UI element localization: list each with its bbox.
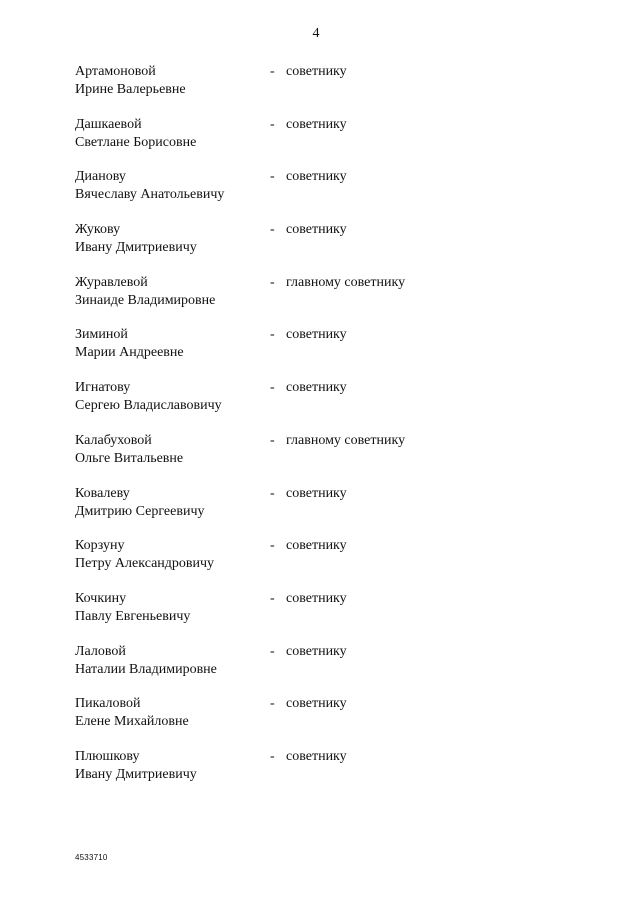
person-name (75, 63, 186, 99)
person-name (75, 485, 205, 521)
list-item (75, 590, 615, 643)
surname: Игнатову (75, 380, 131, 396)
list-item (75, 168, 615, 221)
entries-list (75, 63, 615, 801)
dash-separator: - (270, 169, 275, 185)
surname: Жукову (75, 222, 121, 238)
position-title: советнику (286, 222, 347, 238)
dash-separator: - (270, 432, 275, 448)
person-name (75, 643, 217, 679)
surname: Дианову (75, 169, 126, 185)
position-title: советнику (286, 538, 347, 554)
person-name (75, 695, 189, 731)
position-title: главному советнику (286, 432, 406, 448)
person-name (75, 221, 197, 257)
position-title: советнику (286, 380, 347, 396)
position-title: советнику (286, 590, 347, 606)
position-title: советнику (286, 485, 347, 501)
given-name: Зинаиде Владимировне (75, 292, 216, 308)
list-item (75, 537, 615, 590)
surname: Лаловой (75, 643, 126, 659)
person-name (75, 537, 214, 573)
list-item (75, 379, 615, 432)
position-title: советнику (286, 64, 347, 79)
dash-separator: - (270, 643, 275, 659)
person-name (75, 379, 222, 415)
list-item (75, 63, 615, 116)
dash-separator: - (270, 222, 275, 238)
position-title: советнику (286, 116, 347, 132)
dash-separator: - (270, 538, 275, 554)
given-name: Петру Александровичу (75, 556, 215, 572)
dash-separator: - (270, 590, 275, 606)
list-item (75, 485, 615, 538)
given-name: Ирине Валерьевне (75, 82, 186, 97)
given-name: Марии Андреевне (75, 345, 184, 361)
position-title: главному советнику (286, 274, 406, 290)
person-name (75, 432, 183, 468)
person-name (75, 168, 224, 204)
list-item (75, 748, 615, 801)
given-name: Ольге Витальевне (75, 450, 184, 466)
given-name: Вячеславу Анатольевичу (75, 187, 225, 203)
list-item (75, 695, 615, 748)
list-item (75, 432, 615, 485)
given-name: Светлане Борисовне (75, 134, 197, 150)
position-title: советнику (286, 643, 347, 659)
surname: Кочкину (75, 590, 127, 606)
surname: Дашкаевой (75, 116, 142, 132)
person-name (75, 274, 215, 310)
position-title: советнику (286, 169, 347, 185)
surname: Плюшкову (75, 748, 140, 764)
surname: Журавлевой (75, 274, 148, 290)
position-title: советнику (286, 327, 347, 343)
dash-separator: - (270, 380, 275, 396)
list-item (75, 116, 615, 169)
given-name: Наталии Владимировне (75, 661, 217, 677)
surname: Корзуну (75, 538, 125, 554)
position-title: советнику (286, 696, 347, 712)
list-item (75, 643, 615, 696)
dash-separator: - (270, 64, 275, 79)
dash-separator: - (270, 696, 275, 712)
surname: Ковалеву (75, 485, 130, 501)
page-number: 4 (312, 26, 320, 41)
position-title: советнику (286, 748, 347, 764)
given-name: Ивану Дмитриевичу (75, 240, 197, 256)
surname: Калабуховой (75, 432, 152, 448)
given-name: Сергею Владиславовичу (75, 398, 222, 414)
list-item (75, 221, 615, 274)
given-name: Ивану Дмитриевичу (75, 766, 197, 782)
surname: Пикаловой (75, 696, 141, 712)
person-name (75, 326, 184, 362)
surname: Зиминой (75, 327, 128, 343)
dash-separator: - (270, 485, 275, 501)
list-item (75, 326, 615, 379)
surname: Артамоновой (75, 64, 156, 79)
person-name (75, 748, 197, 784)
person-name (75, 116, 196, 152)
given-name: Павлу Евгеньевичу (75, 608, 191, 624)
document-code: 4533710 (75, 853, 108, 862)
given-name: Дмитрию Сергеевичу (75, 503, 205, 519)
dash-separator: - (270, 274, 275, 290)
person-name (75, 590, 190, 626)
given-name: Елене Михайловне (75, 714, 189, 730)
dash-separator: - (270, 748, 275, 764)
dash-separator: - (270, 116, 275, 132)
list-item (75, 274, 615, 327)
dash-separator: - (270, 327, 275, 343)
